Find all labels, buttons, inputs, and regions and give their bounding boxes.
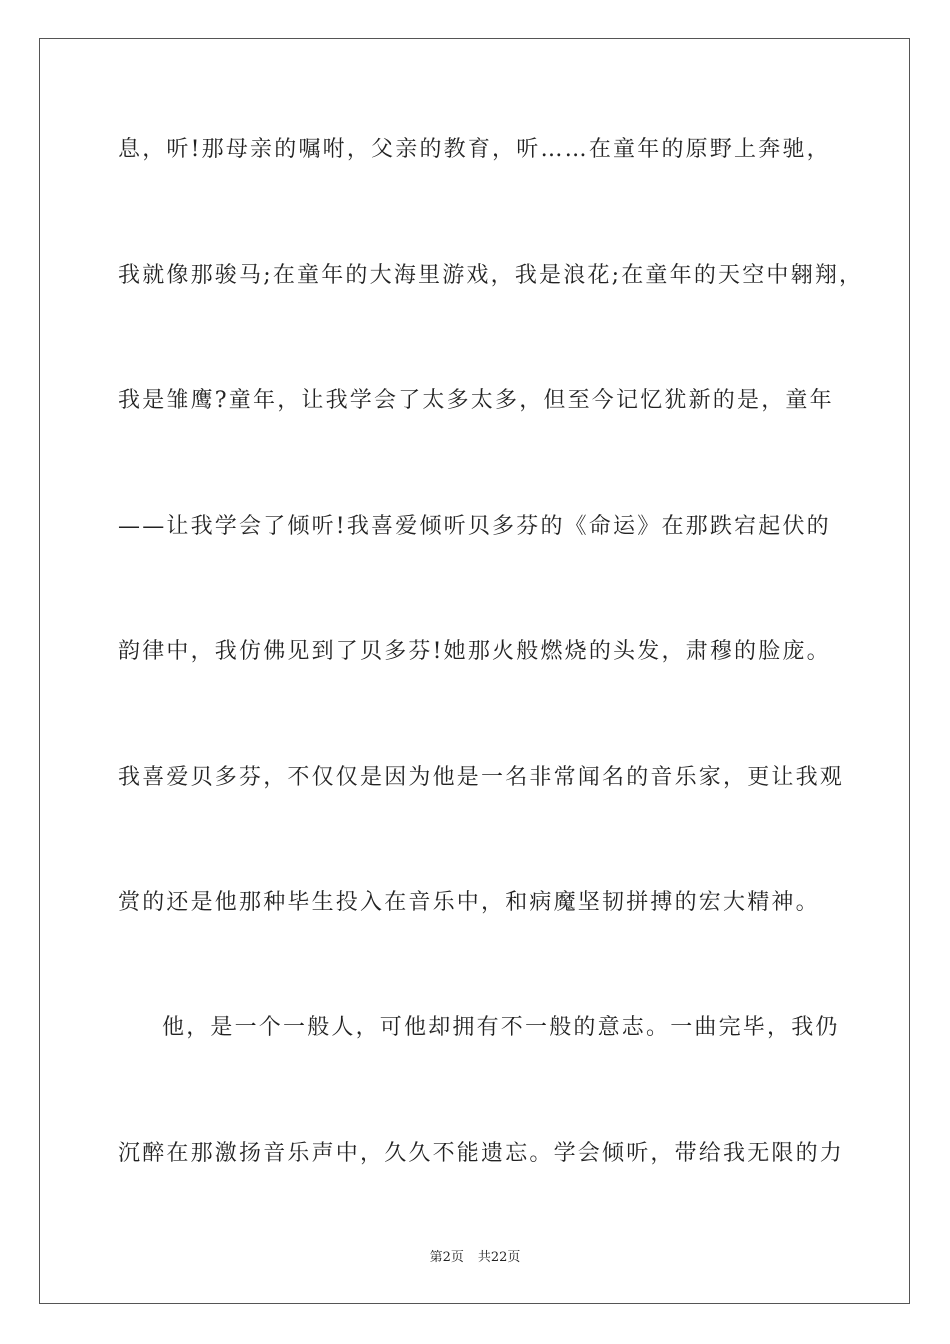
page-footer	[0, 1246, 950, 1265]
text-line-9: 沉醉在那激扬音乐声中，久久不能遗忘。学会倾听，带给我无限的力	[118, 1141, 845, 1166]
page-border	[39, 38, 910, 1304]
page-total: 共22页	[477, 1250, 521, 1265]
text-line-4: ——让我学会了倾听!我喜爱倾听贝多芬的《命运》在那跌宕起伏的	[118, 514, 831, 539]
text-line-2: 我就像那骏马;在童年的大海里游戏，我是浪花;在童年的天空中翱翔，	[118, 263, 864, 288]
text-line-3: 我是雏鹰?童年，让我学会了太多太多，但至今记忆犹新的是，童年	[118, 388, 834, 413]
text-line-6: 我喜爱贝多芬，不仅仅是因为他是一名非常闻名的音乐家，更让我观	[118, 765, 845, 790]
text-line-5: 韵律中，我仿佛见到了贝多芬!她那火般燃烧的头发，肃穆的脸庞。	[118, 639, 831, 664]
text-line-7: 赏的还是他那种毕生投入在音乐中，和病魔坚韧拼搏的宏大精神。	[118, 890, 820, 915]
text-line-1: 息，听!那母亲的嘱咐，父亲的教育，听……在童年的原野上奔驰，	[118, 137, 831, 162]
page-number: 第2页	[429, 1250, 464, 1265]
text-line-8: 他，是一个一般人，可他却拥有不一般的意志。一曲完毕，我仍	[162, 1015, 840, 1040]
